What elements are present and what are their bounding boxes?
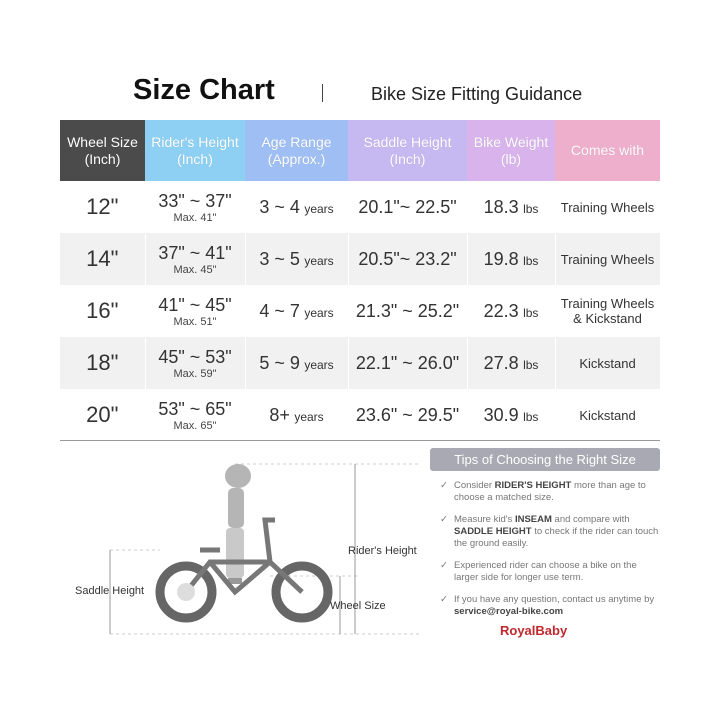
lbs-unit: lbs — [523, 201, 539, 216]
column-header — [60, 120, 145, 181]
check-icon: ✓ — [440, 594, 448, 605]
wheel-size: 20" — [60, 389, 145, 441]
comes-with — [555, 181, 660, 233]
lbs-unit: lbs — [523, 357, 539, 372]
header-line: (Inch) — [389, 150, 426, 167]
tip-item — [440, 594, 660, 618]
lbs-unit: lbs — [523, 305, 539, 320]
bike-weight — [467, 285, 555, 337]
riders-height — [145, 337, 245, 389]
header-line: Rider's Height — [151, 133, 239, 150]
tip-item — [440, 514, 660, 550]
saddle-height-label: Saddle Height — [75, 585, 145, 597]
header-line: (Approx.) — [267, 150, 326, 167]
age-value: 8+ — [269, 404, 290, 425]
saddle-height: 23.6" ~ 29.5" — [348, 389, 467, 441]
check-icon: ✓ — [440, 480, 448, 491]
age-value: 5 ~ 9 — [259, 352, 300, 373]
max-height: Max. 41" — [173, 211, 217, 224]
tip-emphasis: RIDER'S HEIGHT — [494, 480, 572, 491]
wheel-size: 12" — [60, 181, 145, 233]
column-header — [467, 120, 555, 181]
max-height: Max. 65" — [173, 419, 217, 432]
table-row — [60, 337, 660, 389]
riders-height — [145, 389, 245, 441]
column-header — [555, 120, 660, 181]
tips-title: Tips of Choosing the Right Size — [430, 448, 660, 471]
page-subtitle: Bike Size Fitting Guidance — [371, 84, 583, 104]
wheel-size: 16" — [60, 285, 145, 337]
saddle-height: 21.3" ~ 25.2" — [348, 285, 467, 337]
age-range — [245, 233, 348, 285]
comes-line: Training Wheels — [560, 251, 655, 267]
riders-height — [145, 181, 245, 233]
column-header — [245, 120, 348, 181]
weight-value: 27.8 — [483, 352, 519, 373]
riders-height-label: Rider's Height — [348, 545, 417, 557]
saddle-height: 22.1" ~ 26.0" — [348, 337, 467, 389]
column-header — [145, 120, 245, 181]
age-range — [245, 337, 348, 389]
weight-value: 30.9 — [483, 404, 519, 425]
years-unit: years — [294, 409, 324, 424]
height-range: 33" ~ 37" — [158, 190, 232, 211]
comes-line: & Kickstand — [573, 311, 642, 326]
header-line: Bike Weight — [473, 133, 549, 150]
age-range — [245, 389, 348, 441]
height-range: 37" ~ 41" — [158, 242, 232, 263]
riders-height — [145, 285, 245, 337]
bike-weight — [467, 233, 555, 285]
comes-with — [555, 233, 660, 285]
brand-logo: RoyalBaby — [500, 623, 568, 638]
weight-value: 19.8 — [483, 248, 519, 269]
lbs-unit: lbs — [523, 409, 539, 424]
tip-text: Measure kid's — [454, 514, 515, 525]
riders-height — [145, 233, 245, 285]
age-value: 4 ~ 7 — [259, 300, 300, 321]
tip-text: Experienced rider can choose a bike on the larger side for longer use term. — [454, 560, 637, 583]
wheel-size-label: Wheel Size — [330, 600, 386, 612]
table-row — [60, 233, 660, 285]
header-line: Age Range — [261, 133, 332, 150]
comes-line: Training Wheels — [560, 296, 655, 311]
comes-with — [555, 389, 660, 441]
header-line: (lb) — [500, 150, 522, 167]
header-line: Saddle Height — [363, 133, 452, 150]
tip-text: more than age to choose a matched size. — [454, 480, 646, 503]
height-range: 45" ~ 53" — [158, 346, 232, 367]
weight-value: 22.3 — [483, 300, 519, 321]
tip-text: If you have any question, contact us anytime by — [454, 594, 655, 605]
comes-with — [555, 285, 660, 337]
table-row — [60, 285, 660, 337]
age-value: 3 ~ 5 — [259, 248, 300, 269]
header-line: Comes with — [570, 142, 645, 158]
tip-emphasis: INSEAM — [514, 514, 552, 525]
column-header — [348, 120, 467, 181]
header-line: (Inch) — [177, 150, 213, 167]
years-unit: years — [304, 305, 334, 320]
max-height: Max. 59" — [173, 367, 217, 380]
max-height: Max. 45" — [173, 263, 217, 276]
height-range: 41" ~ 45" — [158, 294, 232, 315]
wheel-size: 18" — [60, 337, 145, 389]
header-line: (Inch) — [84, 150, 121, 167]
header-line: Wheel Size — [67, 133, 138, 150]
saddle-height: 20.1"~ 22.5" — [348, 181, 467, 233]
size-chart-table — [60, 120, 661, 441]
bike-weight — [467, 389, 555, 441]
saddle-height: 20.5"~ 23.2" — [348, 233, 467, 285]
comes-line: Training Wheels — [560, 199, 655, 215]
years-unit: years — [304, 201, 334, 216]
tip-text: to check if the rider can touch the ground easily. — [454, 526, 659, 549]
page-title: Size Chart — [133, 74, 275, 106]
tip-text: Consider — [454, 480, 495, 491]
check-icon: ✓ — [440, 560, 448, 571]
years-unit: years — [304, 357, 334, 372]
years-unit: years — [304, 253, 334, 268]
table-row — [60, 389, 660, 441]
bike-weight — [467, 181, 555, 233]
wheel-size: 14" — [60, 233, 145, 285]
divider — [60, 440, 660, 441]
comes-line: Kickstand — [579, 355, 636, 371]
table-row — [60, 181, 660, 233]
max-height: Max. 51" — [173, 315, 217, 328]
age-range — [245, 181, 348, 233]
lbs-unit: lbs — [523, 253, 539, 268]
age-value: 3 ~ 4 — [259, 196, 300, 217]
weight-value: 18.3 — [483, 196, 519, 217]
height-range: 53" ~ 65" — [158, 398, 232, 419]
tip-item — [440, 560, 660, 584]
age-range — [245, 285, 348, 337]
tips-list — [440, 480, 660, 628]
tip-text: and compare with — [551, 514, 630, 525]
bike-weight — [467, 337, 555, 389]
tip-item — [440, 480, 660, 504]
tip-emphasis: SADDLE HEIGHT — [454, 526, 532, 537]
check-icon: ✓ — [440, 514, 448, 525]
comes-line: Kickstand — [579, 407, 636, 423]
tip-emphasis: service@royal-bike.com — [454, 606, 564, 617]
comes-with — [555, 337, 660, 389]
title-divider — [322, 84, 323, 102]
